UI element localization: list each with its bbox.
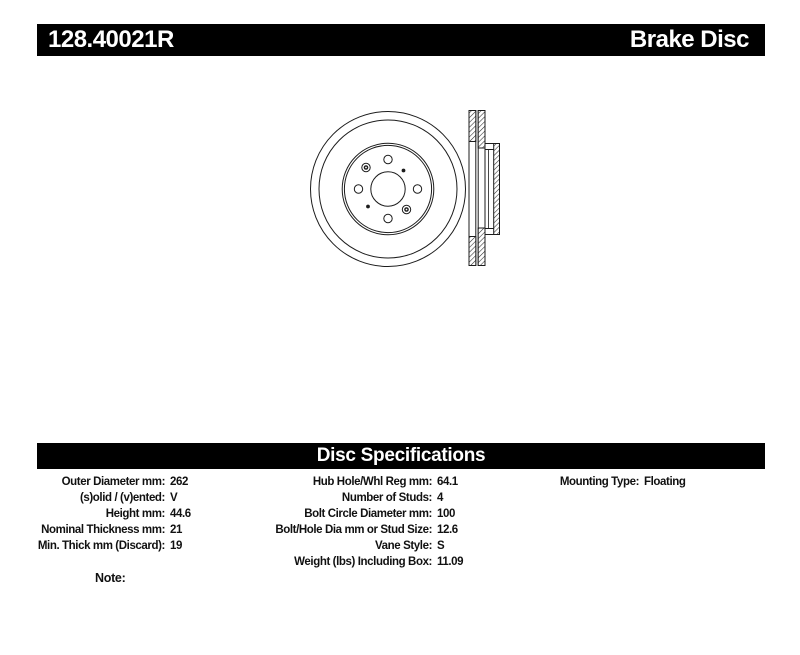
note-label: Note: — [95, 571, 126, 585]
spec-row — [282, 538, 463, 554]
spec-value: V — [170, 492, 178, 504]
spec-row — [282, 490, 463, 506]
spec-row — [37, 522, 191, 538]
spec-value: 262 — [170, 476, 188, 488]
spec-value: 64.1 — [437, 476, 458, 488]
spec-label: Min. Thick mm (Discard): — [37, 540, 165, 552]
spec-label: Hub Hole/Whl Reg mm: — [312, 476, 432, 488]
spec-row — [282, 506, 463, 522]
hub-center-hole — [371, 172, 405, 206]
hat-section — [485, 144, 500, 235]
spec-label: Height mm: — [105, 508, 165, 520]
spec-label: Mounting Type: — [559, 476, 639, 488]
spec-value: 4 — [437, 492, 443, 504]
spec-value: 100 — [437, 508, 455, 520]
stud-holes — [354, 155, 421, 222]
spec-value: S — [437, 540, 445, 552]
spec-row — [37, 474, 191, 490]
spec-label: Vane Style: — [375, 540, 432, 552]
spec-row — [37, 538, 191, 554]
spec-label: Bolt/Hole Dia mm or Stud Size: — [275, 524, 432, 536]
product-type-title: Brake Disc — [629, 26, 749, 53]
spec-section-header — [37, 443, 765, 469]
spec-value: 21 — [170, 524, 182, 536]
spec-value: 19 — [170, 540, 182, 552]
spec-value: Floating — [644, 476, 686, 488]
spec-row — [540, 474, 686, 490]
spec-label: Weight (lbs) Including Box: — [294, 556, 432, 568]
spec-column-dimensions — [37, 474, 191, 554]
spec-row — [37, 506, 191, 522]
spec-value: 12.6 — [437, 524, 458, 536]
spec-label: (s)olid / (v)ented: — [79, 492, 165, 504]
spec-row — [282, 474, 463, 490]
part-number: 128.40021R — [48, 26, 174, 53]
vented-plates — [469, 111, 485, 266]
brake-disc-front-view — [311, 112, 466, 267]
spec-label: Nominal Thickness mm: — [41, 524, 165, 536]
spec-row — [275, 522, 463, 538]
spec-value: 11.09 — [437, 556, 464, 568]
brake-disc-cross-section — [469, 111, 500, 266]
spec-value: 44.6 — [170, 508, 191, 520]
spec-label: Number of Studs: — [341, 492, 432, 504]
spec-column-hub-studs — [275, 474, 464, 570]
brake-disc-technical-drawing — [295, 95, 510, 290]
header-bar — [37, 24, 765, 56]
spec-column-mounting — [540, 474, 686, 490]
spec-row — [282, 554, 463, 570]
spec-label: Outer Diameter mm: — [61, 476, 165, 488]
spec-section-title: Disc Specifications — [316, 445, 486, 466]
spec-row — [37, 490, 191, 506]
spec-label: Bolt Circle Diameter mm: — [304, 508, 432, 520]
